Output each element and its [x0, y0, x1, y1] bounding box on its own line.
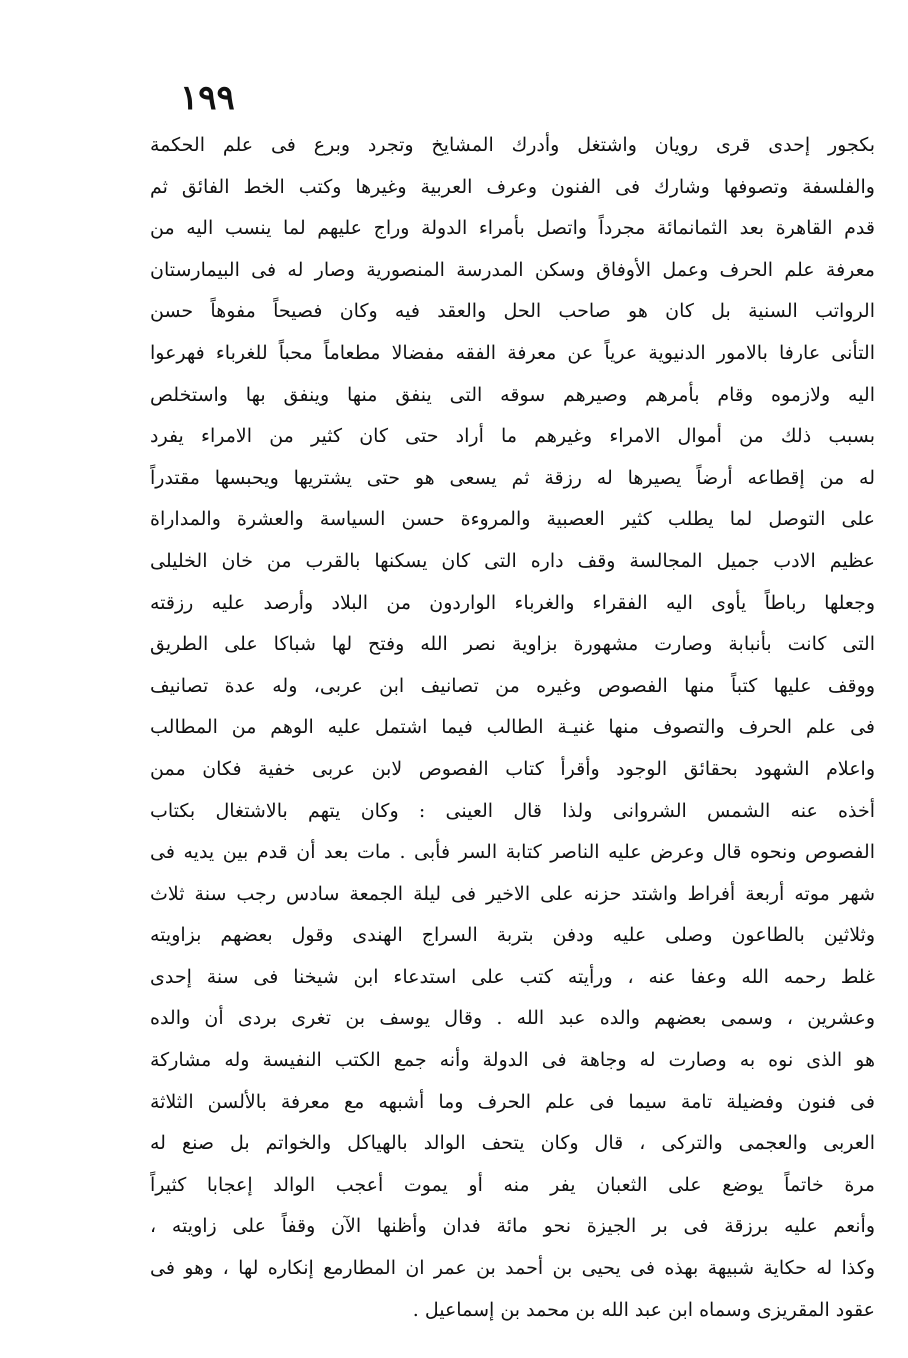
text-line: التى كانت بأنبابة وصارت مشهورة بزاوية نصر الله وفتح لها شباكا على الطريق	[150, 633, 875, 656]
text-line: التأنى عارفا بالامور الدنيوية عرياً عن معرفة الفقه مفضالا مطعاماً محباً للغرباء فهرعوا	[150, 341, 875, 364]
text-line: اليه ولازموه وقام بأمرهم وصيرهم سوقه التى ينفق منها وينفق بها واستخلص	[150, 383, 875, 406]
text-line: وعشرين ، وسمى بعضهم والده عبد الله . وقال يوسف بن تغرى بردى أن والده	[150, 1007, 875, 1030]
text-line: بسبب ذلك من أموال الامراء وغيرهم ما أراد حتى كان كثير من الامراء يفرد	[150, 425, 875, 448]
text-line: وثلاثين بالطاعون وصلى عليه ودفن بتربة السراج الهندى وقول بعضهم بزاويته	[150, 924, 875, 947]
text-line: الفصوص ونحوه قال وعرض عليه الناصر كتابة السر فأبى . مات بعد أن قدم بين يديه فى	[150, 841, 875, 864]
text-line: الرواتب السنية بل كان هو صاحب الحل والعقد فيه وكان فصيحاً مفوهاً حسن	[150, 300, 875, 323]
text-line: معرفة علم الحرف وعمل الأوفاق وسكن المدرسة المنصورية وصار له فى البيمارستان	[150, 258, 875, 281]
text-line: والفلسفة وتصوفها وشارك فى الفنون وعرف العربية وغيرها وكتب الخط الفائق ثم	[150, 175, 875, 198]
text-line: له من إقطاعه أرضاً يصيرها له رزقة ثم يسعى هو حتى يشتريها ويحبسها مقتدراً	[150, 466, 875, 489]
text-line: وأنعم عليه برزقة فى بر الجيزة نحو مائة فدان وأظنها الآن وقفاً على زاويته ،	[150, 1215, 875, 1238]
text-line: مرة خاتماً يوضع على الثعبان يفر منه أو يموت أعجب الوالد إعجابا كثيراً	[150, 1173, 875, 1196]
text-line: شهر موته أربعة أفراط واشتد حزنه على الاخير فى ليلة الجمعة سادس رجب سنة ثلاث	[150, 882, 875, 905]
text-line: واعلام الشهود بحقائق الوجود وأقرأ كتاب الفصوص لابن عربى خفية فكان ممن	[150, 757, 875, 780]
page-number: ١٩٩	[180, 78, 235, 118]
text-line: على التوصل لما يطلب كثير العصبية والمروءة حسن السياسة والعشرة والمداراة	[150, 508, 875, 531]
text-line: فى فنون وفضيلة تامة سيما فى علم الحرف وما أشبهه مع معرفة بالألسن الثلاثة	[150, 1090, 875, 1113]
text-line: هو الذى نوه به وصارت له وجاهة فى الدولة وأنه جمع الكتب النفيسة وله مشاركة	[150, 1049, 875, 1072]
text-line: بكجور إحدى قرى رويان واشتغل وأدرك المشايخ وتجرد وبرع فى علم الحكمة	[150, 134, 875, 156]
text-line-last: عقود المقريزى وسماه ابن عبد الله بن محمد بن إسماعيل .	[412, 1298, 875, 1321]
text-line: غلط رحمه الله وعفا عنه ، ورأيته كتب على استدعاء ابن شيخنا فى سنة إحدى	[150, 965, 875, 988]
text-line: عظيم الادب جميل المجالسة وقف داره التى كان يسكنها بالقرب من خان الخليلى	[150, 549, 875, 572]
text-line: أخذه عنه الشمس الشروانى ولذا قال العينى : وكان يتهم بالاشتغال بكتاب	[150, 799, 875, 822]
text-line: فى علم الحرف والتصوف منها غنيـة الطالب فيما اشتمل عليه الوهم من المطالب	[150, 716, 875, 739]
text-line: العربى والعجمى والتركى ، قال وكان يتحف الوالد بالهياكل والخواتم بل صنع له	[150, 1132, 875, 1155]
text-line: وكذا له حكاية شبيهة بهذه فى يحيى بن أحمد بن عمر ان المطارمع إنكاره لها ، وهو فى	[150, 1257, 875, 1280]
body-text	[150, 125, 875, 1331]
text-line: قدم القاهرة بعد الثمانمائة مجرداً واتصل بأمراء الدولة وراج عليهم لما ينسب اليه من	[150, 217, 875, 240]
text-line: ووقف عليها كتباً منها الفصوص وغيره من تصانيف ابن عربى، وله عدة تصانيف	[150, 674, 875, 697]
text-line: وجعلها رباطاً يأوى اليه الفقراء والغرباء الواردون من البلاد وأرصد عليه رزقته	[150, 591, 875, 614]
